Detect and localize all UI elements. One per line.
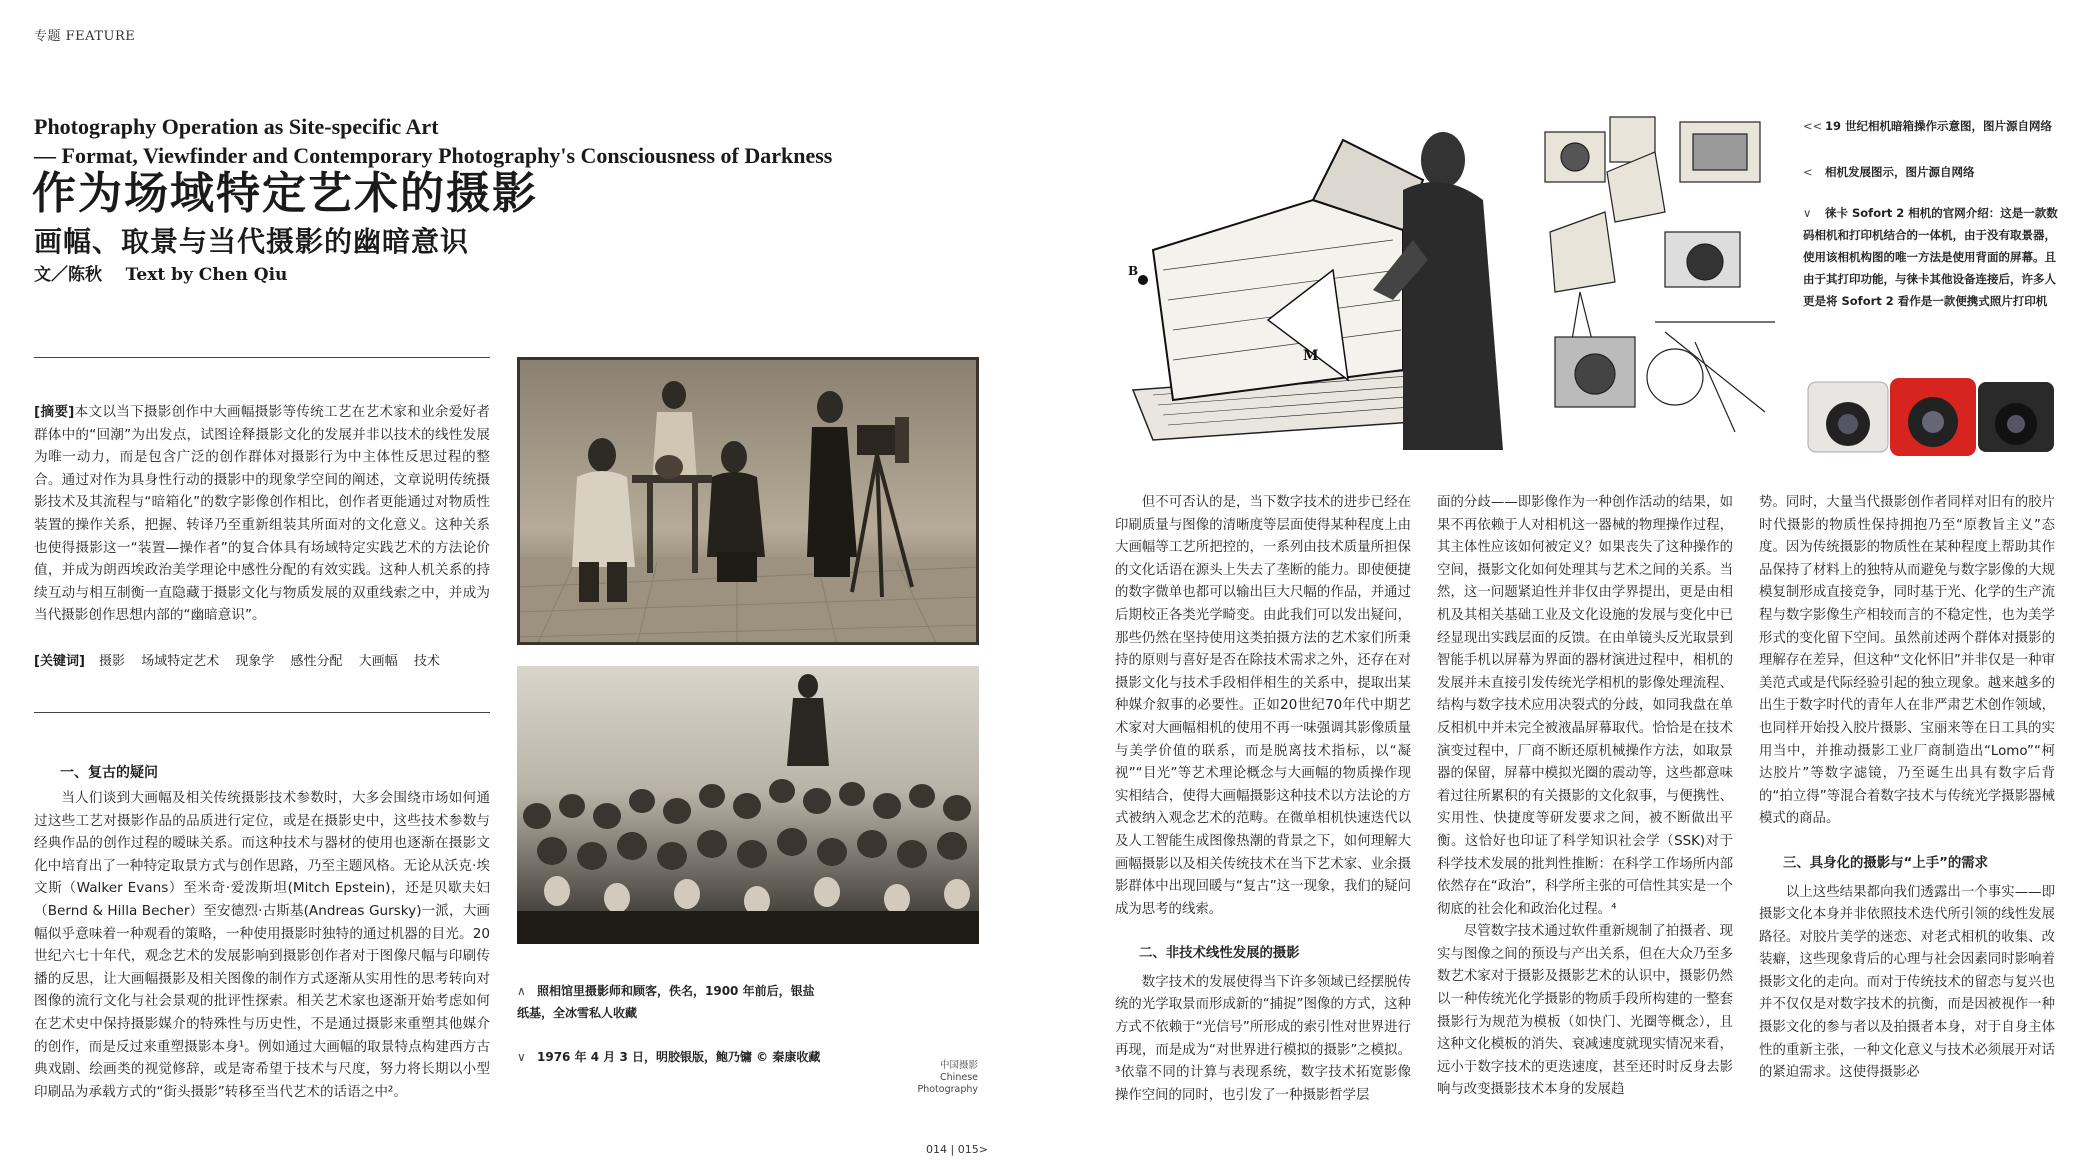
column-2 xyxy=(1437,492,1733,1102)
illustration-camera-obscura xyxy=(1113,120,1533,450)
sofort-cameras-image xyxy=(1800,372,2060,468)
photo-crowd-1976 xyxy=(517,666,979,944)
paragraph: 面的分歧——即影像作为一种创作活动的结果，如果不再依赖于人对相机这一器械的物理操作过程，其主体性应该如何被定义？如果丧失了这种操作的空间，摄影文化如何处理其与艺术之间的关系。当然，这一问题紧迫性并非仅由学界提出，更是由相机及其相关基础工业及文化设施的发展与变化中已经显现出实践层面的反馈。在由单镜头反光取景到智能手机以屏幕为界面的器材演进过程中，相机的发展并未直接引发传统光学相机的影像处理流程、结构与数字技术应用决裂式的分歧，如同我盘在单反相机中并未完全被液晶屏幕取代。恰恰是在技术演变过程中，厂商不断还原机械操作方法，如取景器的保留，屏幕中模拟光圈的震动等，这些都意味着过往所累积的有关摄影的文化叙事，与便携性、实用性、快捷度等研发要求之间，被不断做出平衡。这恰好也印证了科学知识社会学（SSK)对于科学技术发展的批判性推断：在科学工作场所内部依然存在“政治”，科学所主张的可信性其实是一个彻底的社会化和政治化过程。⁴ xyxy=(1437,495,1733,917)
caption-marker: << xyxy=(1803,119,1823,133)
keyword: 感性分配 xyxy=(290,654,343,669)
magazine-mark-line: Photography xyxy=(917,1084,978,1095)
photo-studio-image xyxy=(517,357,979,645)
caption-engraving xyxy=(1803,114,2058,138)
keyword: 现象学 xyxy=(235,654,275,669)
caption-text: 照相馆里摄影师和顾客，佚名，1900 年前后，银盐纸基，全冰雪私人收藏 xyxy=(517,984,815,1020)
camera-evolution-collage xyxy=(1535,112,1785,452)
section1-body xyxy=(34,787,490,1103)
magazine-mark xyxy=(900,1060,978,1096)
photo-studio-1900 xyxy=(517,357,979,645)
keyword: 场域特定艺术 xyxy=(141,654,220,669)
section-heading: 一、复古的疑问 xyxy=(60,765,158,781)
keyword: 技术 xyxy=(413,654,440,669)
caption-text: 徕卡 Sofort 2 相机的官网介绍：这是一款数码相机和打印机结合的一体机，由于没有取景器，使用该相机构图的唯一方法是使用背面的屏幕。且由于其打印功能，与徕卡其他设备连接后，许多人更是将 Sofort 2 看作是一款便携式照片打印机 xyxy=(1803,206,2058,308)
caption-marker: ∧ xyxy=(517,984,526,998)
paragraph: 以上这些结果都向我们透露出一个事实——即摄影文化本身并非依照技术迭代所引领的线性发展路径。对胶片美学的迷恋、对老式相机的收集、改装癖，这些现象背后的心理与社会因素同时影响着摄影文化的走向。而对于传统技术的留恋与复兴也并不仅仅是对数字技术的抗衡，而是因被视作一种摄影文化的参与者以及拍摄者本身，对于自身主体性的重新主张，一种文化意义与技术必须展开对话的紧迫需求。这使得摄影必 xyxy=(1759,884,2055,1081)
paragraph: 但不可否认的是，当下数字技术的进步已经在印刷质量与图像的清晰度等层面使得某种程度上由大画幅等工艺所把控的，一系列由技术质量所担保的文化话语在源头上失去了垄断的能力。即使便捷的数字微单也都可以输出巨大尺幅的作品，并通过后期校正各类光学畸变。由此我们可以发出疑问，那些仍然在坚持使用这类拍摄方法的艺术家们所秉持的原则与喜好是否在除技术需求之外，还存在对摄影文化与技术手段相伴相生的关系中，提取出某种媒介叙事的必要性。正如20世纪70年代中期艺术家对大画幅相机的使用不再一味强调其影像质量与美学价值的联系，而是脱离技术指标，以“凝视”“目光”等艺术理论概念与大画幅的物质操作现实相结合，使得大画幅摄影这种技术以方法论的方式被纳入观念艺术的范畴。在微单相机快速迭代以及人工智能生成图像热潮的背景之下，如何理解大画幅摄影以及相关传统技术在当下艺术家、业余摄影群体中出现回暖与“复古”这一现象，我们的疑问成为思考的线索。 xyxy=(1115,495,1411,917)
svg-text:B: B xyxy=(1128,264,1139,278)
illustration-camera-evolution xyxy=(1535,112,1785,452)
abstract-label: [摘要] xyxy=(34,404,75,420)
section-heading: 二、非技术线性发展的摄影 xyxy=(1139,946,1300,962)
section-heading: 三、具身化的摄影与“上手”的需求 xyxy=(1783,855,1989,871)
photo-crowd-image xyxy=(517,666,979,944)
svg-text:M: M xyxy=(1303,348,1319,364)
caption-text: 相机发展图示，图片源自网络 xyxy=(1825,165,1975,179)
abstract xyxy=(34,401,490,627)
caption-text: 1976 年 4 月 3 日，明胶银版，鲍乃镛 © 秦康收藏 xyxy=(537,1050,821,1064)
paragraph: 数字技术的发展使得当下许多领域已经摆脱传统的光学取景而形成新的“捕捉”图像的方式，这种方式不依赖于“光信号”所形成的索引性对世界进行再现，而是成为“对世界进行模拟的摄影”之模拟。³依靠不同的计算与表现系统，数字技术拓宽影像操作空间的同时，也引发了一种摄影哲学层 xyxy=(1115,974,1411,1103)
camera-obscura-engraving xyxy=(1113,120,1533,450)
title-english-line1: Photography Operation as Site-specific Art xyxy=(34,114,439,139)
caption-marker: ∨ xyxy=(517,1050,526,1064)
byline: 文／陈秋 Text by Chen Qiu xyxy=(34,265,288,285)
caption-marker: < xyxy=(1803,165,1813,179)
magazine-mark-line: 中国摄影 xyxy=(939,1060,978,1071)
caption-photo-1 xyxy=(517,980,817,1024)
column-3 xyxy=(1759,492,2055,1085)
divider-top xyxy=(34,357,490,358)
keywords-label: [关键词] xyxy=(34,654,85,669)
paragraph: 当人们谈到大画幅及相关传统摄影技术参数时，大多会围绕市场如何通过这些工艺对摄影作品的品质进行定位，或是在摄影史中，这些技术参数与经典作品的创作过程的暧昧关系。而这种技术与器材的使用也逐渐在摄影文化中培育出了一种特定取景方式与创作思路，乃至主题风格。无论从沃克·埃文斯（Walker Evans）至米奇·爱泼斯坦(Mitch Epstein)，还是贝歇夫妇（Bernd & Hilla Becher）至安德烈·古斯基(Andreas Gursky)一派，大画幅似乎意味着一种观看的策略，一种使用摄影时独特的通过机器的目光。20世纪六七十年代，观念艺术的发展影响到摄影创作者对于图像尺幅与印刷传播的反思，让大画幅摄影及相关图像的制作方式逐渐从实用性的思考转向对图像的流行文化与社会景观的批评性探索。相关艺术家也逐渐开始考虑如何在艺术史中保持摄影媒介的特殊性与历史性，不是通过摄影来重塑其他媒介的创作，而是反过来重塑摄影本身¹。例如通过大画幅的取景特点构建西方古典戏剧、绘画类的视觉修辞，或是寄希望于技术与尺度，努力将长期以小型印刷品为承载方式的“街头摄影”转移至当代艺术的话语之中²。 xyxy=(34,790,490,1100)
caption-sofort xyxy=(1803,202,2058,312)
page-folio: 014 | 015> xyxy=(926,1143,988,1156)
keyword: 大画幅 xyxy=(358,654,398,669)
keywords xyxy=(34,650,452,669)
paragraph: 尽管数字技术通过软件重新规制了拍摄者、现实与图像之间的预设与产出关系，但在大众乃至多数艺术家对于摄影及摄影艺术的认识中，摄影仍然以一种传统光化学摄影的物质手段所构建的一整套摄影行为规范为模板（如快门、光圈等概念），且这种文化模板的消失、衰减速度就现实情况来看，远小于数字技术的更迭速度，甚至还时时反身去影响与改变摄影技术本身的发展趋 xyxy=(1437,924,1733,1098)
column-1 xyxy=(1115,492,1411,1107)
caption-text: 19 世纪相机暗箱操作示意图，图片源自网络 xyxy=(1825,119,2053,133)
divider-bottom xyxy=(34,712,490,713)
keyword: 摄影 xyxy=(99,654,126,669)
caption-evolution xyxy=(1803,160,2058,184)
page-subtitle: 画幅、取景与当代摄影的幽暗意识 xyxy=(34,225,470,258)
abstract-text: 本文以当下摄影创作中大画幅摄影等传统工艺在艺术家和业余爱好者群体中的“回潮”为出发点，试图诠释摄影文化的发展并非以技术的线性发展为唯一动力，而是包含广泛的创作群体对摄影行为中主体性反思过程的整合。通过对作为具身性行动的摄影中的现象学空间的阐述，文章说明传统摄影技术及其流程与“暗箱化”的数字影像创作相比，创作者更能通过对物质性装置的操作关系，把握、转译乃至重新组装其所面对的文化意义。这种关系也使得摄影这一“装置—操作者”的复合体具有场域特定实践艺术的方法论价值，并成为朗西埃政治美学理论中感性分配的有效实践。这种人机关系的持续互动与相互制衡一直隐藏于摄影文化与物质发展的双重线索之中，并成为当代摄影创作思想内部的“幽暗意识”。 xyxy=(34,404,491,624)
page-title: 作为场域特定艺术的摄影 xyxy=(32,168,538,219)
title-english-line2: — Format, Viewfinder and Contemporary Photography's Consciousness of Darkness xyxy=(34,143,833,168)
paragraph: 势。同时，大量当代摄影创作者同样对旧有的胶片时代摄影的物质性保持拥抱乃至“原教旨主义”态度。因为传统摄影的物质性在某种程度上帮助其作品保持了材料上的独特从而避免与数字影像的大规模复制形成直接竞争，同时基于光、化学的生产流程与数字影像生产相较而言的不稳定性，也为美学形式的变化留下空间。虽然前述两个群体对摄影的理解存在差异，但这种“文化怀旧”并非仅是一种审美范式或是代际经验引起的独立现象。越来越多的出生于数字时代的青年人在非严肃艺术创作领域，也同样开始投入胶片摄影、宝丽来等在日工具的实用当中，并推动摄影工业厂商制造出“Lomo”“柯达胶片”等数字滤镜，乃至诞生出具有数字后背的“拍立得”等混合着数字技术与传统光学摄影器械模式的商品。 xyxy=(1759,495,2055,827)
section-label: 专题 FEATURE xyxy=(34,29,136,44)
magazine-mark-line: Chinese xyxy=(940,1072,978,1083)
illustration-sofort-cameras xyxy=(1800,372,2060,468)
caption-photo-2 xyxy=(517,1046,847,1068)
caption-marker: ∨ xyxy=(1803,206,1812,220)
